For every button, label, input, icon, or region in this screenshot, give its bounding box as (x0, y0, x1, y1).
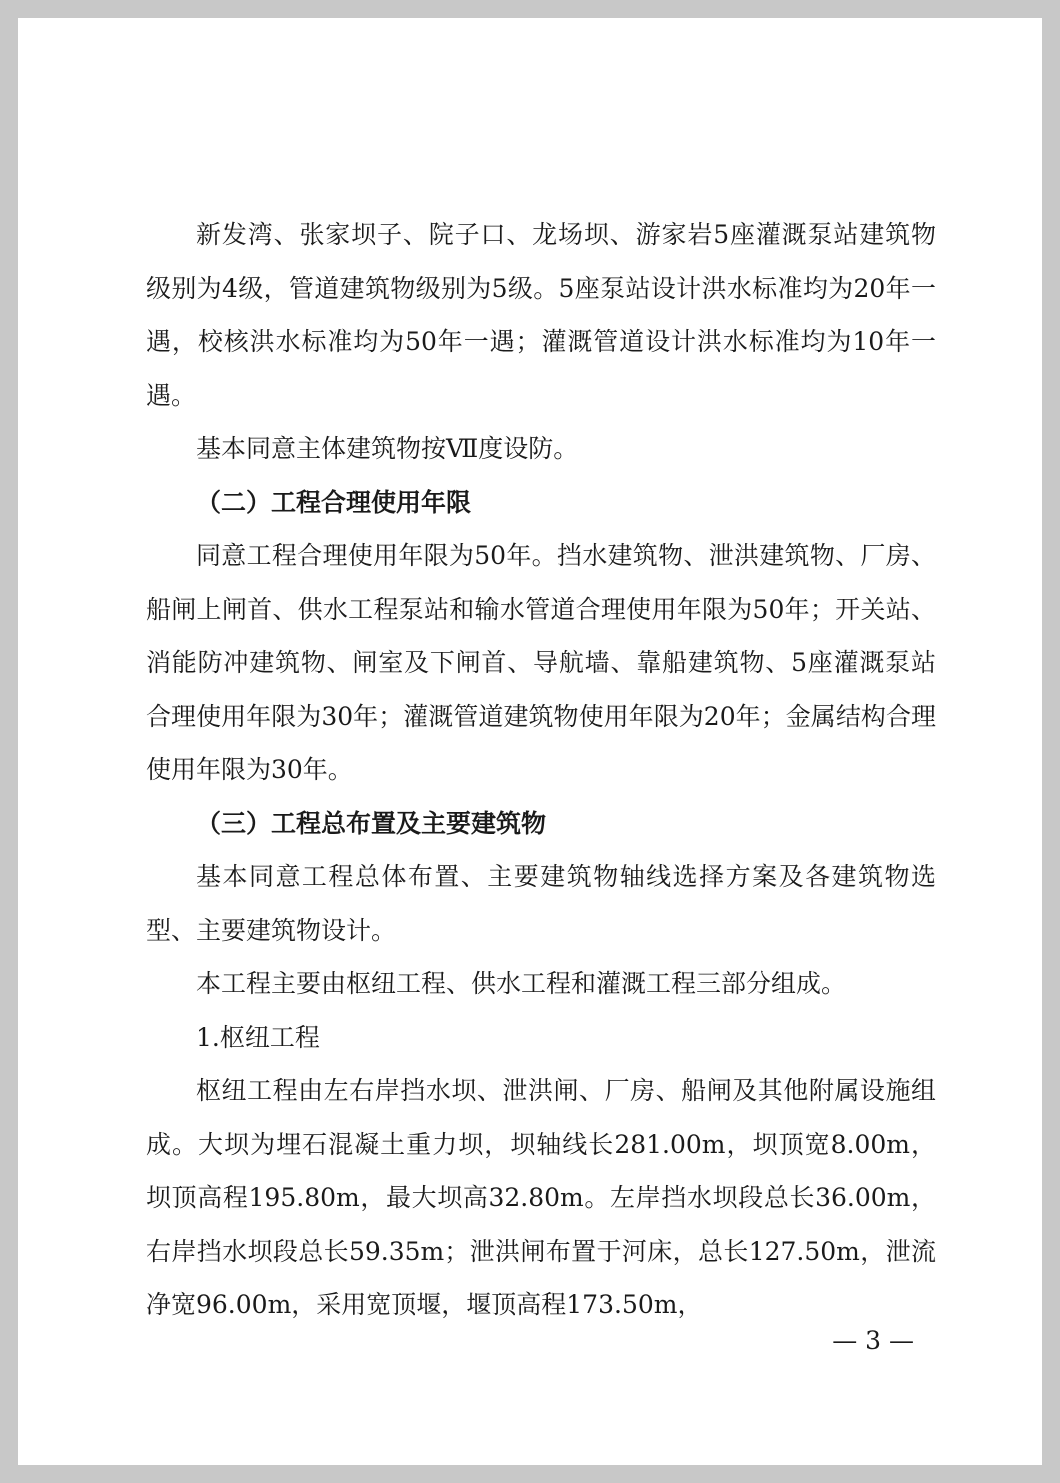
document-body (146, 208, 936, 1332)
page-number: — 3 — (832, 1326, 914, 1355)
paragraph-layout: 基本同意工程总体布置、主要建筑物轴线选择方案及各建筑物选型、主要建筑物设计。 (146, 862, 936, 945)
paragraph-service-life: 同意工程合理使用年限为50年。挡水建筑物、泄洪建筑物、厂房、船闸上闸首、供水工程泵站和输水管道合理使用年限为50年；开关站、消能防冲建筑物、闸室及下闸首、导航墙、靠船建筑物、5座灌溉泵站合理使用年限为30年；灌溉管道建筑物使用年限为20年；金属结构合理使用年限为30年。 (146, 541, 936, 784)
paragraph-hub-project: 枢纽工程由左右岸挡水坝、泄洪闸、厂房、船闸及其他附属设施组成。大坝为埋石混凝土重力坝，坝轴线长281.00m，坝顶宽8.00m，坝顶高程195.80m，最大坝高32.80m。左岸挡水坝段总长36.00m，右岸挡水坝段总长59.35m；泄洪闸布置于河床，总长127.50m，泄流净宽96.00m，采用宽顶堰，堰顶高程173.50m， (146, 1076, 936, 1319)
subheading-hub-project: 1.枢纽工程 (196, 1022, 320, 1052)
paragraph-seismic: 基本同意主体建筑物按Ⅶ度设防。 (196, 434, 579, 463)
section-heading-layout: （三）工程总布置及主要建筑物 (196, 808, 547, 838)
section-heading-service-life: （二）工程合理使用年限 (196, 487, 472, 517)
document-page (18, 18, 1042, 1465)
paragraph-components: 本工程主要由枢纽工程、供水工程和灌溉工程三部分组成。 (196, 969, 847, 998)
paragraph-pump-stations: 新发湾、张家坝子、院子口、龙场坝、游家岩5座灌溉泵站建筑物级别为4级，管道建筑物级别为5级。5座泵站设计洪水标准均为20年一遇，校核洪水标准均为50年一遇；灌溉管道设计洪水标准均为10年一遇。 (146, 220, 936, 410)
